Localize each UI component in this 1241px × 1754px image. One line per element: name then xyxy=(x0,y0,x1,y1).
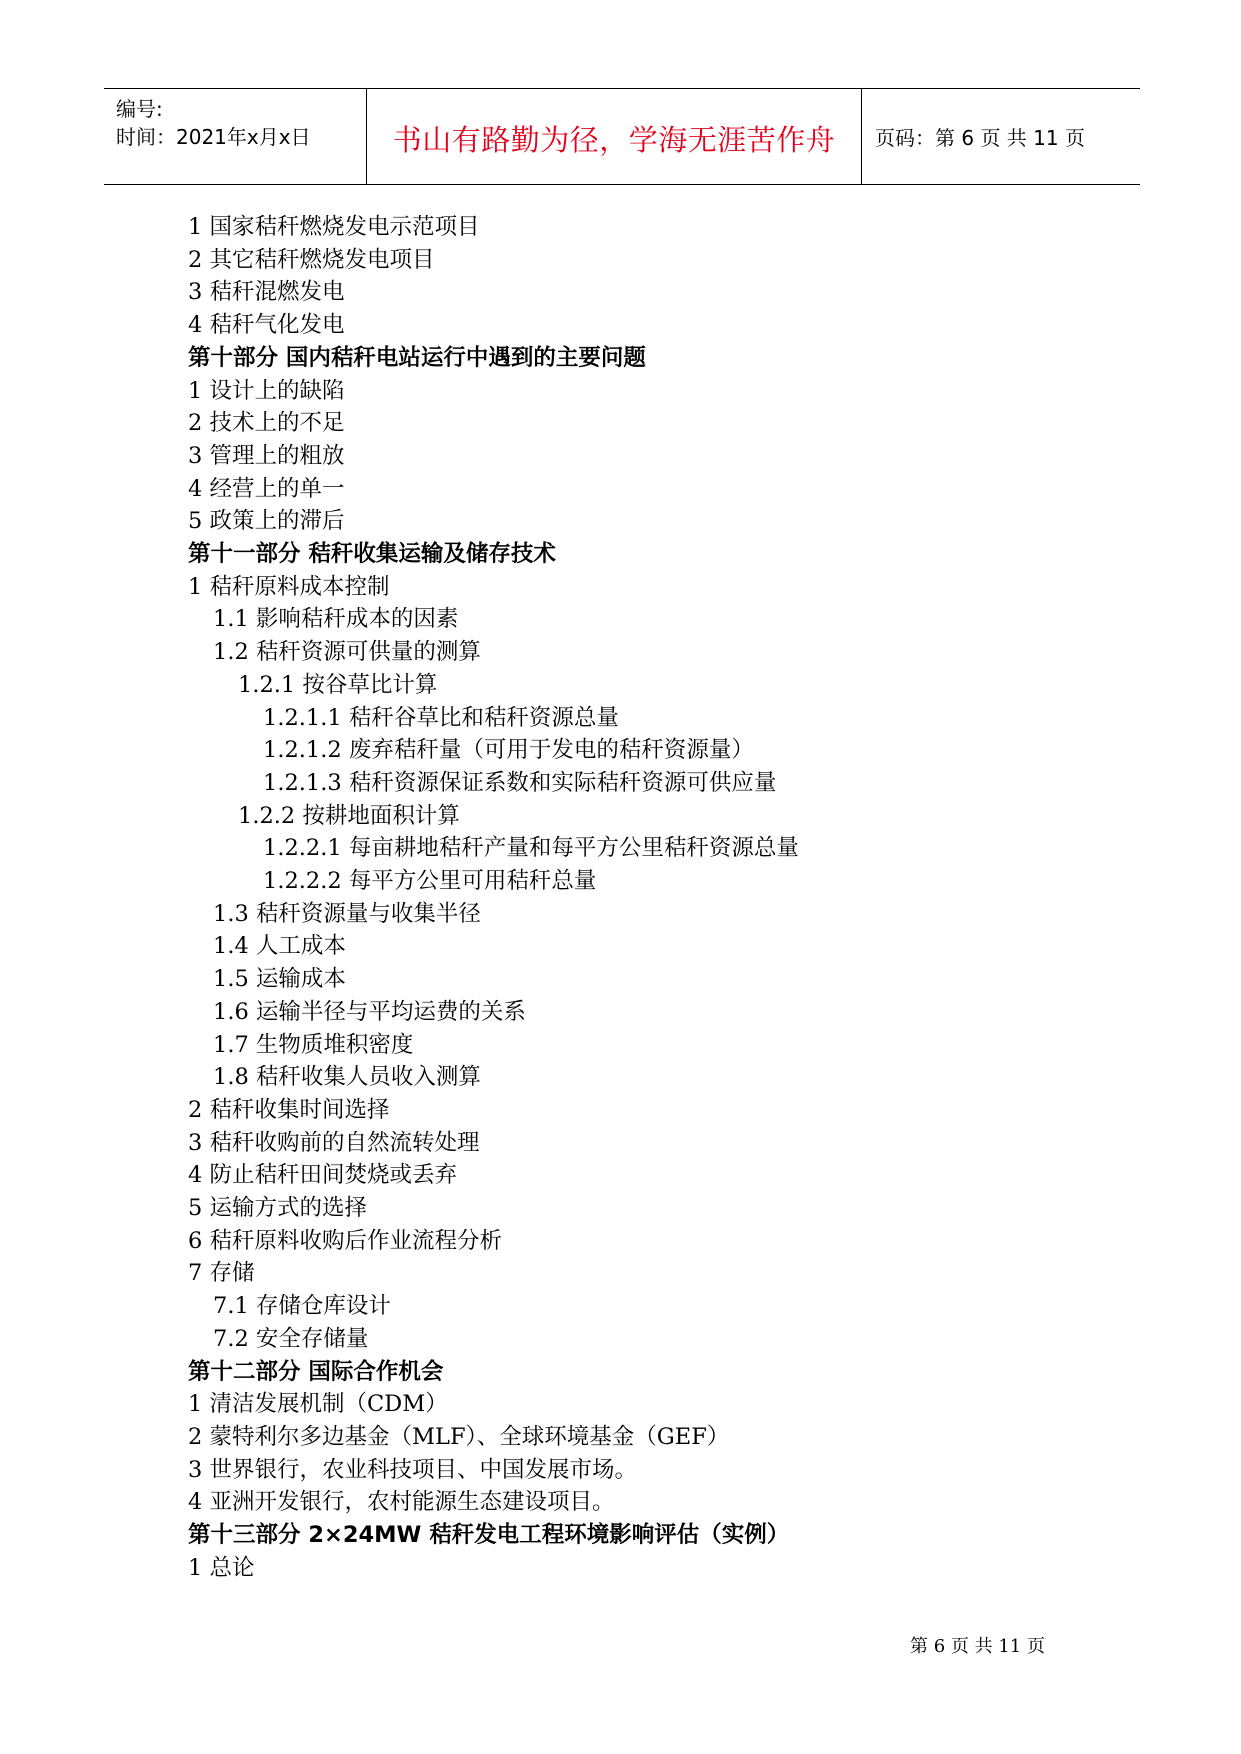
outline-item: 1 国家秸秆燃烧发电示范项目 xyxy=(188,214,480,240)
outline-item: 4 秸秆气化发电 xyxy=(188,312,345,339)
outline-item: 5 运输方式的选择 xyxy=(188,1195,367,1221)
outline-item: 1 设计上的缺陷 xyxy=(188,377,345,404)
header-middle-cell xyxy=(367,89,862,184)
section-heading: 第十一部分 秸秆收集运输及储存技术 xyxy=(188,541,556,567)
header-page-info: 页码：第 6 页 共 11 页 xyxy=(875,126,1085,150)
outline-item: 4 经营上的单一 xyxy=(188,475,345,502)
outline-item: 3 世界银行，农业科技项目、中国发展市场。 xyxy=(188,1456,637,1483)
outline-item: 1.3 秸秆资源量与收集半径 xyxy=(213,900,481,927)
outline-item: 2 技术上的不足 xyxy=(188,410,345,437)
outline-item: 2 其它秸秆燃烧发电项目 xyxy=(188,246,435,273)
outline-item: 1.2.1.2 废弃秸秆量（可用于发电的秸秆资源量） xyxy=(263,737,754,764)
section-heading: 第十部分 国内秸秆电站运行中遇到的主要问题 xyxy=(188,344,646,371)
page-footer: 第 6 页 共 11 页 xyxy=(910,1636,1045,1657)
outline-item: 1.2.2.1 每亩耕地秸秆产量和每平方公里秸秆资源总量 xyxy=(263,835,799,862)
outline-item: 1.5 运输成本 xyxy=(213,966,346,993)
outline-item: 1.8 秸秆收集人员收入测算 xyxy=(213,1064,481,1091)
outline-item: 3 秸秆混燃发电 xyxy=(188,279,345,306)
outline-item: 2 蒙特利尔多边基金（MLF）、全球环境基金（GEF） xyxy=(188,1423,730,1450)
outline-item: 1.2.1.1 秸秆谷草比和秸秆资源总量 xyxy=(263,704,619,731)
outline-item: 2 秸秆收集时间选择 xyxy=(188,1096,390,1123)
header-left-cell xyxy=(104,89,367,184)
document-number-label: 编号: xyxy=(116,97,163,121)
outline-item: 7.1 存储仓库设计 xyxy=(213,1293,391,1320)
outline-item: 1.2 秸秆资源可供量的测算 xyxy=(213,639,481,666)
outline-item: 1.2.1.3 秸秆资源保证系数和实际秸秆资源可供应量 xyxy=(263,769,777,796)
outline-item: 5 政策上的滞后 xyxy=(188,508,345,535)
outline-item: 3 管理上的粗放 xyxy=(188,442,345,469)
outline-item: 7 存储 xyxy=(188,1260,255,1287)
outline-item: 1.4 人工成本 xyxy=(213,933,346,960)
outline-item: 4 亚洲开发银行，农村能源生态建设项目。 xyxy=(188,1489,615,1516)
page-header xyxy=(104,88,1140,185)
outline-item: 1 总论 xyxy=(188,1554,255,1581)
outline-item: 1.2.1 按谷草比计算 xyxy=(238,671,438,698)
outline-item: 1.6 运输半径与平均运费的关系 xyxy=(213,998,526,1025)
outline-item: 1.1 影响秸秆成本的因素 xyxy=(213,606,459,633)
outline-item: 1.2.2 按耕地面积计算 xyxy=(238,802,460,829)
outline-item: 3 秸秆收购前的自然流转处理 xyxy=(188,1129,480,1156)
document-time-label: 时间：2021年x月x日 xyxy=(116,125,311,149)
outline-item: 7.2 安全存储量 xyxy=(213,1325,369,1352)
section-heading: 第十三部分 2×24MW 秸秆发电工程环境影响评估（实例） xyxy=(188,1522,790,1548)
outline-item: 1 秸秆原料成本控制 xyxy=(188,573,390,600)
outline-item: 1 清洁发展机制（CDM） xyxy=(188,1391,448,1418)
outline-item: 4 防止秸秆田间焚烧或丢弃 xyxy=(188,1162,457,1189)
outline-item: 6 秸秆原料收购后作业流程分析 xyxy=(188,1227,502,1254)
outline-item: 1.2.2.2 每平方公里可用秸秆总量 xyxy=(263,868,597,894)
outline-item: 1.7 生物质堆积密度 xyxy=(213,1031,414,1058)
header-right-cell xyxy=(862,89,1140,184)
header-motto: 书山有路勤为径，学海无涯苦作舟 xyxy=(392,123,836,157)
section-heading: 第十二部分 国际合作机会 xyxy=(188,1358,444,1385)
